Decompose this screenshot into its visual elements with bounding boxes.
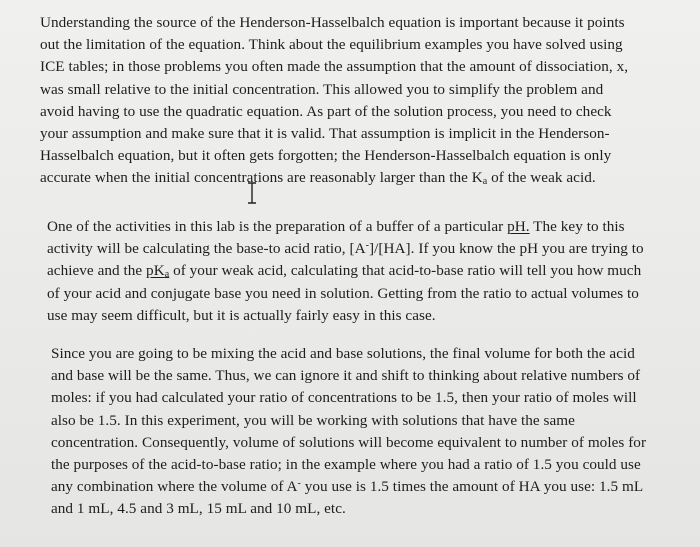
handwritten-pka-mark — [146, 262, 169, 279]
text-line: Hasselbalch equation, but it often gets forgotten; the Henderson-Hasselbalch equation is only — [40, 147, 612, 165]
text-line — [51, 476, 646, 498]
text-line: Understanding the source of the Henderson-Hasselbalch equation is important because it points — [40, 14, 625, 31]
text-cursor-icon — [246, 182, 258, 204]
text-fragment: of your weak acid, calculating that acid-to-base ratio will tell you how much — [169, 262, 642, 280]
text-line: avoid having to use the quadratic equation. As part of the solution process, you need to check — [40, 102, 612, 120]
text-line: was small relative to the initial concentration. This allowed you to simplify the problem and — [40, 80, 604, 98]
subscript-a: a — [164, 269, 170, 281]
text-fragment: of the weak acid. — [487, 169, 596, 187]
paragraph-buffer-activity — [47, 216, 644, 327]
superscript-minus: - — [297, 478, 301, 490]
text-line — [40, 167, 628, 189]
text-line — [47, 238, 644, 260]
text-line: use may seem difficult, but it is actually fairly easy in this case. — [47, 306, 436, 324]
text-line: out the limitation of the equation. Think about the equilibrium examples you have solved using — [40, 36, 623, 54]
text-line: your assumption and make sure that it is valid. That assumption is implicit in the Henderson- — [40, 125, 610, 143]
text-line: and 1 mL, 4.5 and 3 mL, 15 mL and 10 mL, etc. — [51, 500, 346, 518]
text-fragment: any combination where the volume of A — [51, 478, 298, 496]
text-fragment: ]/[HA]. If you know the pH you are trying to — [369, 240, 644, 258]
text-fragment: activity will be calculating the base-to acid ratio, [A — [47, 240, 366, 258]
text-fragment: you use is 1.5 times the amount of HA you use: 1.5 mL — [300, 478, 644, 496]
text-line: also be 1.5. In this experiment, you will be working with solutions that have the same — [51, 411, 575, 429]
text-line: moles: if you had calculated your ratio of concentrations to be 1.5, then your ratio of moles will — [51, 389, 637, 407]
text-fragment: The key to this — [529, 218, 625, 235]
text-line: ICE tables; in those problems you often made the assumption that the amount of dissociation, x, — [40, 58, 629, 76]
text-line — [47, 260, 644, 282]
text-line: of your acid and conjugate base you need in solution. Getting from the ratio to actual volumes to — [47, 284, 639, 302]
text-line — [47, 216, 644, 238]
superscript-minus: - — [365, 240, 370, 252]
text-fragment: One of the activities in this lab is the preparation of a buffer of a particular — [47, 218, 508, 235]
text-line: Since you are going to be mixing the acid and base solutions, the final volume for both the acid — [51, 345, 635, 362]
text-fragment: achieve and the — [47, 262, 147, 280]
paragraph-mixing-volumes — [51, 343, 646, 521]
text-line: the purposes of the acid-to-base ratio; in the example where you had a ratio of 1.5 you could use — [51, 456, 641, 474]
paragraph-henderson-source — [40, 12, 628, 190]
text-line: and base will be the same. Thus, we can ignore it and shift to thinking about relative numbers of — [51, 367, 641, 385]
handwritten-ph-mark: pH. — [507, 218, 530, 235]
text-fragment: accurate when the initial concentrations are reasonably larger than the K — [40, 169, 483, 187]
text-line: concentration. Consequently, volume of solutions will become equivalent to number of moles for — [51, 433, 647, 451]
text-fragment: pK — [146, 262, 165, 280]
subscript-a: a — [482, 176, 488, 188]
